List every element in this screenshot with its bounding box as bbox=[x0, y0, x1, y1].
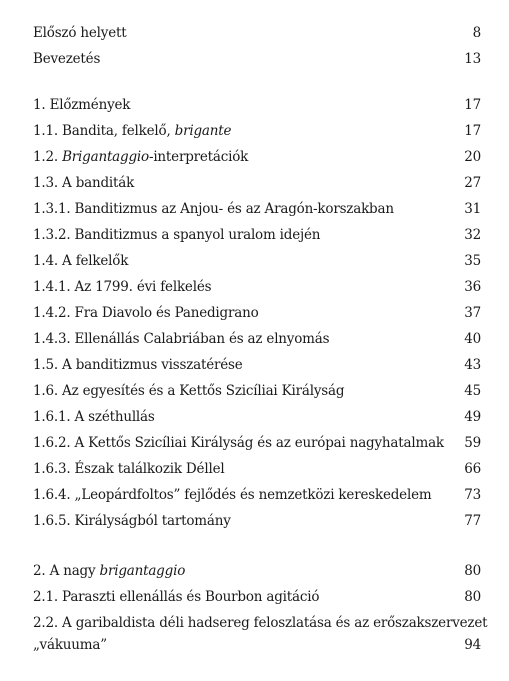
toc-entry[interactable] bbox=[33, 144, 481, 170]
toc-entry-page: 77 bbox=[464, 513, 481, 529]
toc-entry-title: Bevezetés bbox=[33, 51, 101, 67]
toc-title-part: 1.6.4. „Leopárdfoltos” fejlődés és nemzetközi kereskedelem bbox=[33, 487, 432, 503]
toc-title-part: -interpretációk bbox=[148, 149, 249, 165]
toc-entry-page: 80 bbox=[464, 563, 481, 579]
toc-title-part: 1.3. A banditák bbox=[33, 175, 135, 191]
toc-entry-page: 35 bbox=[464, 253, 481, 269]
toc-title-italic: brigante bbox=[174, 123, 232, 139]
toc-entry-page: 80 bbox=[464, 589, 481, 605]
toc-entry-title bbox=[33, 482, 431, 508]
toc-chapter1-entries bbox=[33, 118, 481, 534]
toc-entry-page: 8 bbox=[472, 25, 481, 41]
toc-title-part: 1.4. A felkelők bbox=[33, 253, 129, 269]
toc-entry-title bbox=[33, 196, 394, 222]
toc-entry-page: 13 bbox=[464, 51, 481, 67]
toc-entry[interactable] bbox=[33, 430, 481, 456]
toc-entry-title: Előszó helyett bbox=[33, 25, 127, 41]
toc-entry[interactable] bbox=[33, 46, 481, 72]
toc-entry[interactable] bbox=[33, 170, 481, 196]
toc-title-part: 1.6. Az egyesítés és a Kettős Szicíliai Királyság bbox=[33, 383, 345, 399]
toc-entry[interactable] bbox=[33, 118, 481, 144]
toc-entry[interactable] bbox=[33, 482, 481, 508]
toc-entry[interactable] bbox=[33, 222, 481, 248]
toc-entry[interactable] bbox=[33, 352, 481, 378]
toc-entry-title bbox=[33, 248, 128, 274]
toc-chapter-title: 1. Előzmények bbox=[33, 97, 131, 113]
toc-entry[interactable] bbox=[33, 196, 481, 222]
toc-entry-page: 36 bbox=[464, 279, 481, 295]
toc-chapter-title bbox=[33, 558, 185, 584]
toc-entry[interactable] bbox=[33, 508, 481, 534]
toc-entry[interactable] bbox=[33, 378, 481, 404]
toc-entry-page: 20 bbox=[464, 149, 481, 165]
toc-title-part: 1.6.3. Észak találkozik Déllel bbox=[33, 461, 225, 477]
toc-entry[interactable] bbox=[33, 248, 481, 274]
toc-entry-page: 37 bbox=[464, 305, 481, 321]
toc-entry-title bbox=[33, 430, 444, 456]
toc-entry-page: 43 bbox=[464, 357, 481, 373]
toc-entry-page: 49 bbox=[464, 409, 481, 425]
toc-entry-page: 31 bbox=[464, 201, 481, 217]
toc-entry-title bbox=[33, 300, 259, 326]
toc-entry-title-line1: 2.2. A garibaldista déli hadsereg feloszlatása és az erőszakszervezet bbox=[33, 615, 488, 631]
toc-entry[interactable] bbox=[33, 300, 481, 326]
toc-entry-title bbox=[33, 326, 329, 352]
toc-entry-title bbox=[33, 378, 344, 404]
toc-entry-title bbox=[33, 118, 231, 144]
toc-entry-page: 94 bbox=[464, 637, 481, 653]
toc-title-part: 1.3.2. Banditizmus a spanyol uralom idején bbox=[33, 227, 321, 243]
toc-entry-title bbox=[33, 222, 320, 248]
toc-entry-page: 17 bbox=[464, 123, 481, 139]
toc-entry[interactable] bbox=[33, 456, 481, 482]
toc-entry-page: 66 bbox=[464, 461, 481, 477]
toc-entry-wrapped[interactable] bbox=[33, 612, 488, 656]
toc-entry-line2 bbox=[33, 634, 481, 656]
section-gap bbox=[33, 72, 481, 92]
toc-entry-title bbox=[33, 274, 211, 300]
toc-title-part: 1.4.2. Fra Diavolo és Panedigrano bbox=[33, 305, 259, 321]
toc-entry-title: 2.1. Paraszti ellenállás és Bourbon agitáció bbox=[33, 589, 320, 605]
toc-title-part: 1.5. A banditizmus visszatérése bbox=[33, 357, 243, 373]
toc-entry[interactable] bbox=[33, 20, 481, 46]
toc-entry-page: 45 bbox=[464, 383, 481, 399]
toc-title-part: 1.3.1. Banditizmus az Anjou- és az Aragón-korszakban bbox=[33, 201, 394, 217]
toc-entry-page: 27 bbox=[464, 175, 481, 191]
toc-entry-title bbox=[33, 456, 224, 482]
toc-chapter-heading[interactable] bbox=[33, 92, 481, 118]
toc-entry[interactable] bbox=[33, 326, 481, 352]
toc-title-part: 1.1. Bandita, felkelő, bbox=[33, 123, 175, 139]
toc-entry[interactable] bbox=[33, 274, 481, 300]
toc-title-part: 1.6.2. A Kettős Szicíliai Királyság és az európai nagyhatalmak bbox=[33, 435, 444, 451]
toc-entry-title bbox=[33, 352, 243, 378]
toc-entry-page: 32 bbox=[464, 227, 481, 243]
toc-title-part: 1.4.1. Az 1799. évi felkelés bbox=[33, 279, 212, 295]
toc-title-italic: brigantaggio bbox=[99, 563, 186, 579]
table-of-contents bbox=[33, 20, 488, 656]
toc-entry[interactable] bbox=[33, 584, 481, 610]
section-gap bbox=[33, 534, 481, 558]
toc-title-part: 2. A nagy bbox=[33, 563, 100, 579]
toc-title-part: 1.6.1. A széthullás bbox=[33, 409, 155, 425]
toc-title-part: 1.2. bbox=[33, 149, 63, 165]
toc-entry[interactable] bbox=[33, 404, 481, 430]
toc-entry-page: 40 bbox=[464, 331, 481, 347]
toc-entry-title bbox=[33, 404, 155, 430]
toc-title-italic: Brigantaggio bbox=[62, 149, 149, 165]
toc-entry-page: 59 bbox=[464, 435, 481, 451]
toc-entry-page: 17 bbox=[464, 97, 481, 113]
toc-entry-title bbox=[33, 508, 231, 534]
toc-entry-title bbox=[33, 170, 134, 196]
toc-entry-title-line2: „vákuuma” bbox=[33, 637, 107, 653]
toc-title-part: 1.4.3. Ellenállás Calabriában és az elnyomás bbox=[33, 331, 330, 347]
toc-entry-page: 73 bbox=[464, 487, 481, 503]
toc-chapter-heading[interactable] bbox=[33, 558, 481, 584]
toc-entry-title bbox=[33, 144, 248, 170]
toc-title-part: 1.6.5. Királyságból tartomány bbox=[33, 513, 231, 529]
